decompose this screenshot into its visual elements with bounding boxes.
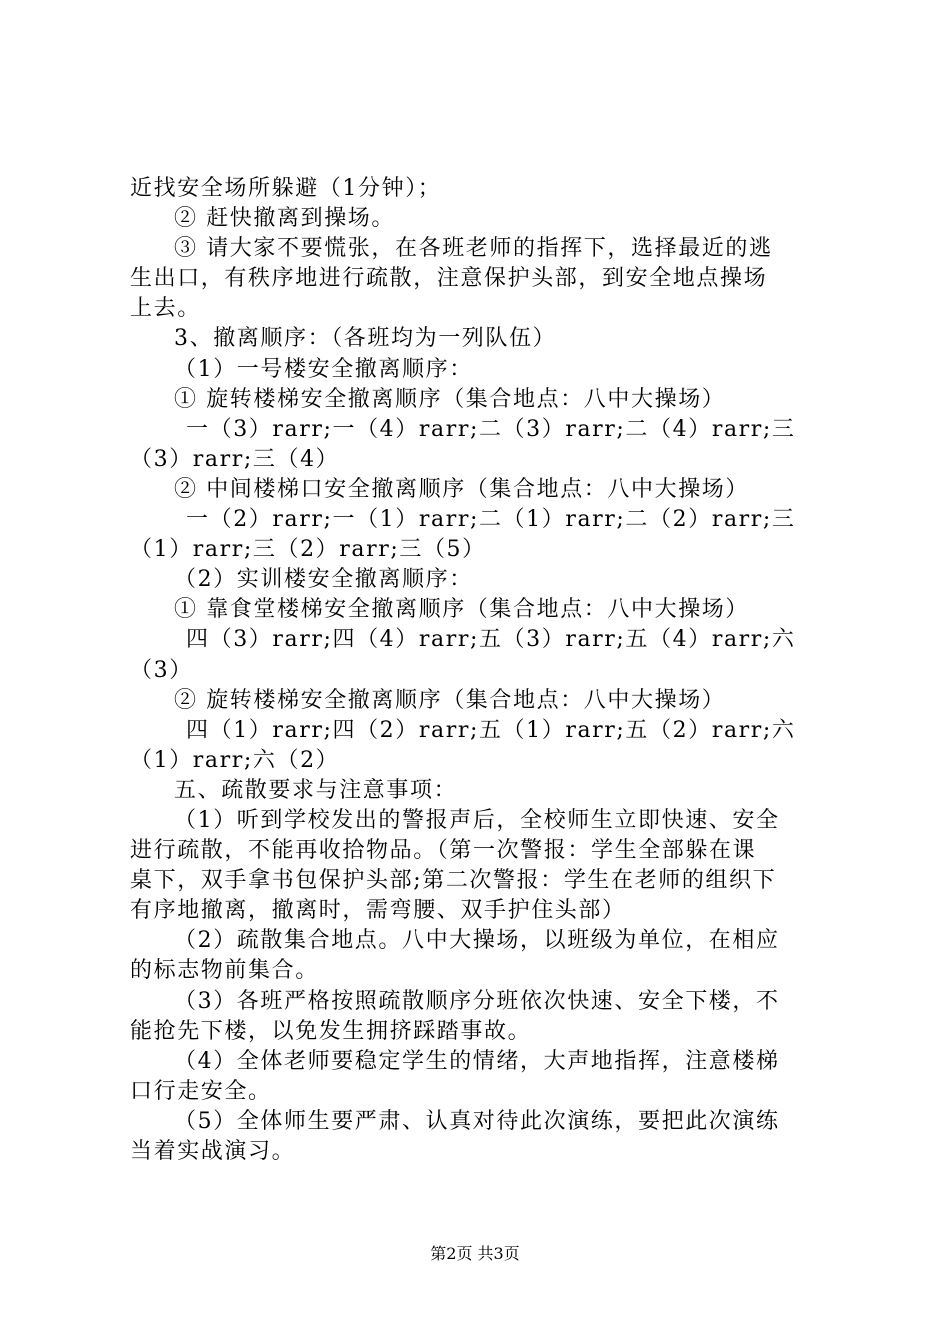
paragraph-line: ② 赶快撤离到操场。: [174, 206, 395, 232]
page-footer: 第2页 共3页: [430, 1244, 520, 1263]
paragraph-line: ② 中间楼梯口安全撤离顺序（集合地点：八中大操场）: [174, 476, 749, 502]
paragraph-line: （3）rarr;三（4）: [130, 446, 340, 472]
paragraph-line: 一（2）rarr;一（1）rarr;二（1）rarr;二（2）rarr;三: [186, 507, 796, 533]
paragraph-line: 能抢先下楼，以免发生拥挤踩踏事故。: [130, 1018, 532, 1044]
paragraph-line: （1）rarr;三（2）rarr;三（5）: [130, 537, 486, 563]
paragraph-line: ③ 请大家不要慌张，在各班老师的指挥下，选择最近的逃: [174, 236, 773, 262]
paragraph-line: 生出口，有秩序地进行疏散，注意保护头部，到安全地点操场: [130, 266, 768, 292]
paragraph-line: 口行走安全。: [130, 1078, 272, 1104]
paragraph-line: 3、撤离顺序：（各班均为一列队伍）: [174, 326, 557, 352]
paragraph-line: 上去。: [130, 296, 201, 322]
paragraph-line: （1）听到学校发出的警报声后，全校师生立即快速、安全: [174, 807, 780, 833]
paragraph-line: （4）全体老师要稳定学生的情绪，大声地指挥，注意楼梯: [174, 1048, 780, 1074]
paragraph-line: 四（1）rarr;四（2）rarr;五（1）rarr;五（2）rarr;六: [186, 717, 796, 743]
paragraph-line: （3）各班严格按照疏散顺序分班依次快速、安全下楼，不: [174, 988, 780, 1014]
paragraph-line: （1）rarr;六（2）: [130, 747, 340, 773]
paragraph-line: 当着实战演习。: [130, 1139, 296, 1164]
paragraph-line: ① 靠食堂楼梯安全撤离顺序（集合地点：八中大操场）: [174, 597, 749, 623]
paragraph-line: 五、疏散要求与注意事项：: [174, 777, 458, 803]
paragraph-line: 有序地撤离，撤离时，需弯腰、双手护住头部）: [130, 898, 626, 924]
paragraph-line: 近找安全场所躲避（1分钟）；: [130, 176, 442, 201]
document-body: [130, 174, 830, 1167]
paragraph-line: 进行疏散，不能再收拾物品。（第一次警报：学生全部躲在课: [130, 838, 757, 864]
paragraph-line: （1）一号楼安全撤离顺序：: [174, 356, 473, 382]
paragraph-line: ① 旋转楼梯安全撤离顺序（集合地点：八中大操场）: [174, 386, 726, 412]
paragraph-line: （3）: [130, 657, 193, 683]
paragraph-line: 桌下，双手拿书包保护头部;第二次警报：学生在老师的组织下: [130, 868, 777, 894]
paragraph-line: ② 旋转楼梯安全撤离顺序（集合地点：八中大操场）: [174, 687, 726, 713]
paragraph-line: （2）疏散集合地点。八中大操场，以班级为单位，在相应: [174, 928, 780, 954]
paragraph-line: （2）实训楼安全撤离顺序：: [174, 567, 473, 593]
paragraph-line: 一（3）rarr;一（4）rarr;二（3）rarr;二（4）rarr;三: [186, 416, 796, 442]
paragraph-line: （5）全体师生要严肃、认真对待此次演练，要把此次演练: [174, 1108, 780, 1134]
paragraph-line: 四（3）rarr;四（4）rarr;五（3）rarr;五（4）rarr;六: [186, 627, 796, 653]
paragraph-line: 的标志物前集合。: [130, 958, 319, 984]
